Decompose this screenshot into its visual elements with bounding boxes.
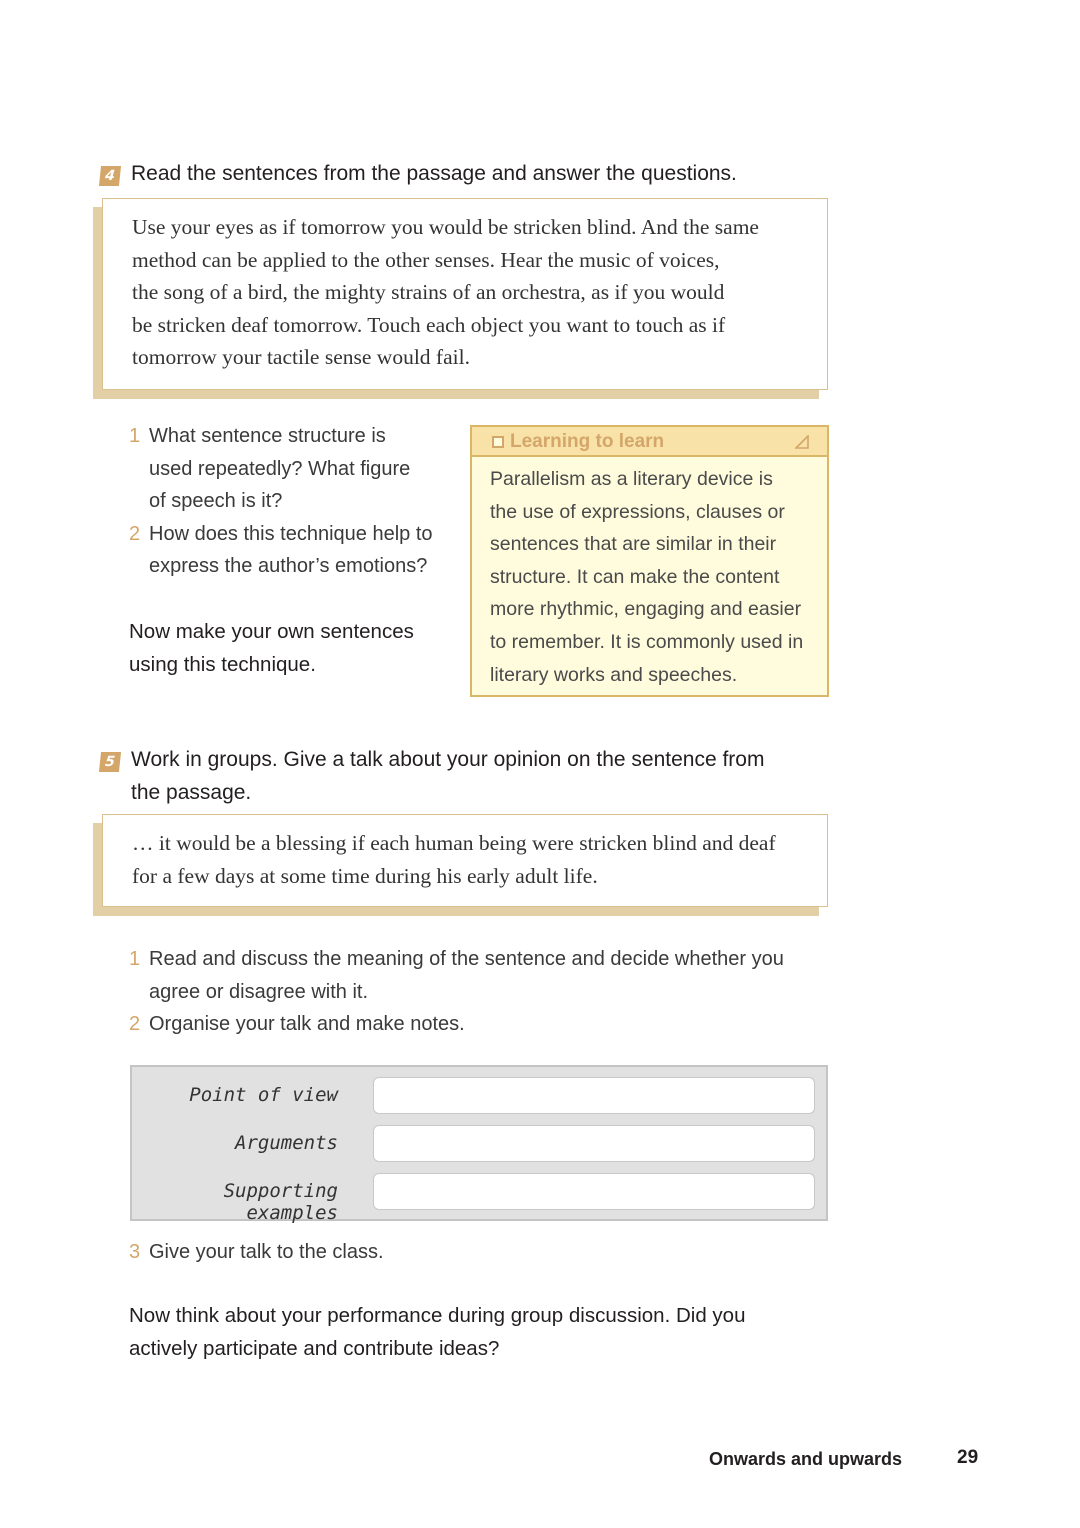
question-item: 2 How does this technique help to express the author’s emotions? [129,518,459,583]
checkbox-square-icon [492,436,504,448]
corner-triangle-icon [795,435,809,449]
arguments-field[interactable] [373,1125,815,1162]
note-label-supporting-examples: Supporting examples [223,1180,338,1224]
step-item: 1 Read and discuss the meaning of the sentence and decide whether you agree or disagree with it. [129,943,829,1008]
quote-line: Use your eyes as if tomorrow you would be stricken blind. And the same [132,215,759,239]
step-list [129,1236,829,1269]
step-list [129,943,829,1041]
task-instruction: Now make your own sentences using this technique. [129,620,414,676]
quote-line: for a few days at some time during his early adult life. [132,863,598,888]
unit-title: Onwards and upwards [709,1449,903,1469]
quote-line: be stricken deaf tomorrow. Touch each object you want to touch as if [132,312,726,337]
step-number: 1 [129,948,141,970]
activity-number-badge: 5 [99,752,121,772]
activity-number-badge: 4 [99,166,121,186]
learning-box-title: Learning to learn [510,431,665,452]
notes-panel [130,1065,828,1224]
passage-quote [102,198,828,390]
quote-line: … it would be a blessing if each human being were stricken blind and deaf [132,831,776,855]
learning-box-text: Parallelism as a literary device is the use of expressions, clauses or sentences that are similar in their structure. It can make the content more rhythmic, engaging and easier to remember. It is commonly used in literary works and speeches. [490,468,804,686]
step-number: 3 [129,1241,141,1263]
point-of-view-field[interactable] [373,1077,815,1114]
question-list [129,420,459,583]
page-number: 29 [957,1447,979,1468]
note-label-point-of-view: Point of view [189,1084,338,1106]
learning-to-learn-box [470,425,829,697]
step-item: 3 Give your talk to the class. [129,1236,829,1269]
step-item: 2 Organise your talk and make notes. [129,1008,829,1041]
learning-box-header [472,427,827,457]
quote-line: the song of a bird, the mighty strains of an orchestra, as if you would [132,280,725,305]
question-number: 2 [129,522,141,545]
quote-line: tomorrow your tactile sense would fail. [132,345,470,370]
question-number: 1 [129,425,141,447]
reflection-prompt: Now think about your performance during group discussion. Did you actively participate and contribute ideas? [129,1304,746,1360]
quote-line: method can be applied to the other senses. Hear the music of voices, [132,247,720,272]
question-item: 1 What sentence structure is used repeatedly? What figure of speech is it? [129,420,459,518]
passage-quote [102,814,828,907]
activity-heading: Work in groups. Give a talk about your opinion on the sentence from the passage. [131,748,765,804]
note-label-arguments: Arguments [235,1132,338,1154]
step-number: 2 [129,1013,141,1036]
activity-heading: Read the sentences from the passage and answer the questions. [131,162,737,185]
supporting-examples-field[interactable] [373,1173,815,1210]
